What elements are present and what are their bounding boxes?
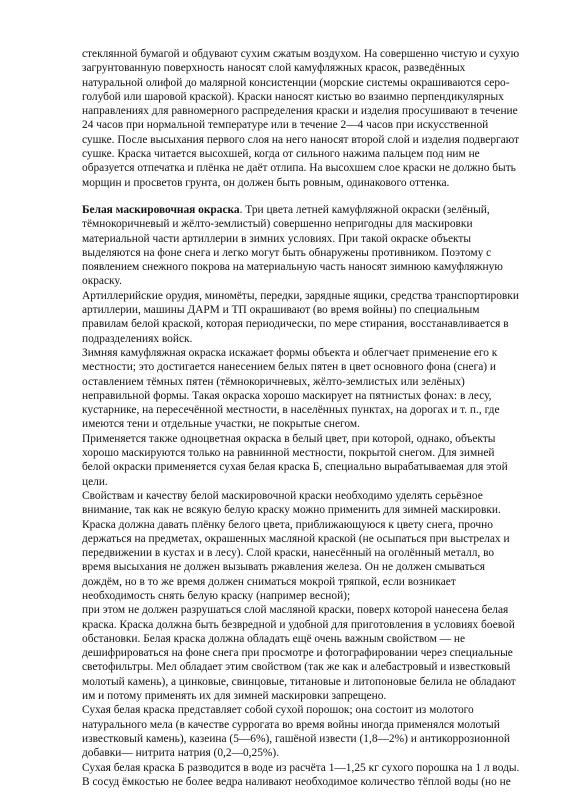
paragraph-winter-camouflage: Зимняя камуфляжная окраска искажает формы объекта и облегчает применение его к местности; это достигается нанесением белых пятен в цвет основного фона (снега) и оставлением тёмных пятен (тёмнокоричневых, жёлто-землистых или зелёных) неправильной формы. Такая окраска хорошо маскирует на пятнистых фонах: в лесу, кустарнике, на пересечённой местности, в населённых пунктах, на дорогах и т. п., где имеются тени и отдельные участки, не покрытые снегом.	[82, 346, 500, 431]
document-body	[82, 47, 522, 789]
section-title: Белая маскировочная окраска	[82, 203, 240, 216]
paragraph-camouflage-application: стеклянной бумагой и обдувают сухим сжатым воздухом. На совершенно чистую и сухую загрунтованную поверхность наносят слой камуфляжных красок, разведённых натуральной олифой до малярной консистенции (морские системы окрашиваются серо-голубой или шаровой краской). Краски наносят кистью во взаимно перпендикулярных направлениях для равномерного распределения краски и изделия просушивают в течение 24 часов при нормальной температуре или в течение 2—4 часов при искусственной сушке. После высыхания первого слоя на него наносят второй слой и изделия подвергают сушке. Краска читается высохшей, когда от сильного нажима пальцем под ним не образуется отпечатка и плёнка не даёт отлипа. На высохшем слое краски не должно быть морщин и просветов грунта, он должен быть ровным, одинакового оттенка.	[82, 48, 520, 189]
paragraph-paint-requirements: при этом не должен разрушаться слой масляной краски, поверх которой нанесена белая краска. Краска должна быть безвредной и удобной для приготовления в условиях боевой обстановки. Белая краска должна обладать ещё очень важным свойством — не дешифрироваться на фоне снега при просмотре и фотографировании через специальные светофильтры. Мел обладает этим свойством (так же как и алебастровый и известковый молотый камень), а цинковые, свинцовые, титановые и литопоновые белила не обладают им и потому применять их для зимней маскировки запрещено.	[82, 604, 516, 703]
paragraph-paint-properties: Свойствам и качеству белой маскировочной краски необходимо уделять серьёзное внимание, так как не всякую белую краску можно применить для зимней маскировки. Краска должна давать плёнку белого цвета, приближающуюся к цвету снега, прочно держаться на предметах, окрашенных масляной краской (не осыпаться при выстрелах и передвижении в кустах и в лесу). Слой краски, нанесённый на оголённый металл, во время высыхания не должен вызывать ржавления железа. Он не должен смываться дождём, но в то же время должен сниматься мокрой тряпкой, если возникает необходимость снять белую краску (например весной);	[82, 489, 510, 602]
paragraph-spacer	[82, 190, 522, 203]
paragraph-white-camouflage-intro	[82, 203, 522, 289]
section-intro-text: . Три цвета летней камуфляжной окраски (зелёный, тёмнокоричневый и жёлто-землистый) совершенно непригодны для маскировки материальной части артиллерии в зимних условиях. При такой окраске объекты выделяются на фоне снега и легко могут быть обнаружены противником. Поэтому с появлением снежного покрова на материальную часть наносят зимнюю камуфляжную окраску.	[82, 203, 503, 288]
paragraph-single-color-painting: Применяется также одноцветная окраска в белый цвет, при которой, однако, объекты хорошо маскируются только на равнинной местности, покрытой снегом. Для зимней белой окраски применяется сухая белая краска Б, специально вырабатываемая для этой цели.	[82, 432, 508, 488]
paragraph-dry-paint-composition: Сухая белая краска представляет собой сухой порошок; она состоит из молотого натурального мела (в качестве суррогата во время войны иногда применялся молотый известковый камень), казеина (5—6%), гашёной извести (1,8—2%) и антикоррозионной добавки— нитрита натрия (0,2—0,25%).	[82, 704, 510, 760]
paragraph-dry-paint-dilution: Сухая белая краска Б разводится в воде из расчёта 1—1,25 кг сухого порошка на 1 л воды. В сосуд ёмкостью не более ведра наливают необходимое количество тёплой воды (но не	[82, 761, 520, 788]
paragraph-equipment-painting: Артиллерийские орудия, миномёты, передки, зарядные ящики, средства транспортировки артиллерии, машины ДАРМ и ТП окрашивают (во время войны) по специальным правилам белой краской, которая периодически, по мере стирания, восстанавливается в подразделениях войск.	[82, 289, 519, 345]
